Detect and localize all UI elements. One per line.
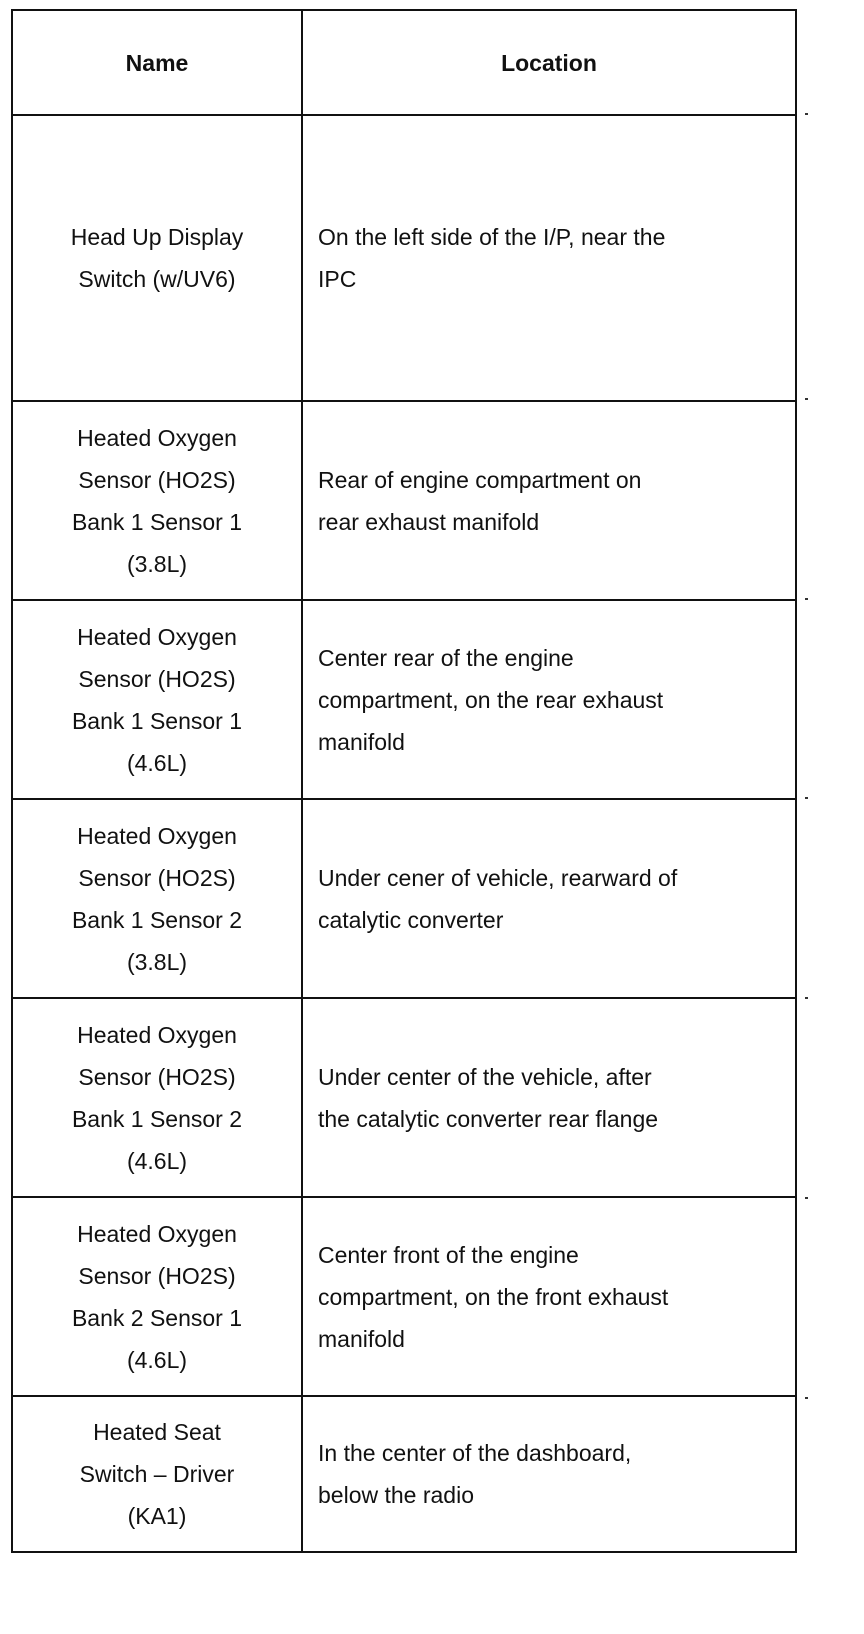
- edge-tick: [805, 113, 808, 115]
- component-name-line: Sensor (HO2S): [78, 466, 236, 493]
- component-location-cell: [302, 1197, 796, 1396]
- component-name-line: Head Up Display: [70, 224, 244, 250]
- component-location-line: Under center of the vehicle, after: [318, 1063, 652, 1090]
- table-row: [12, 600, 796, 799]
- component-location-line: In the center of the dashboard,: [318, 1440, 632, 1466]
- component-name-line: Heated Seat: [93, 1419, 221, 1445]
- table-row: [12, 998, 796, 1197]
- component-name-cell: [12, 1396, 302, 1552]
- component-name-line: Sensor (HO2S): [78, 1063, 236, 1090]
- header-location: Location: [302, 10, 796, 115]
- component-location-line: IPC: [318, 266, 357, 292]
- component-name-line: (KA1): [127, 1503, 187, 1529]
- component-name-line: Sensor (HO2S): [78, 1262, 236, 1289]
- component-name-cell: [12, 115, 302, 401]
- component-name-line: Sensor (HO2S): [78, 665, 236, 692]
- component-name-line: (4.6L): [126, 1147, 188, 1174]
- component-location-cell: [302, 401, 796, 600]
- edge-tick: [805, 398, 808, 400]
- component-name-line: Bank 1 Sensor 2: [71, 906, 243, 933]
- component-name-line: Bank 1 Sensor 2: [71, 1105, 243, 1132]
- component-location-table: [11, 9, 797, 1553]
- table-row: [12, 401, 796, 600]
- component-name-line: (3.8L): [126, 550, 188, 577]
- component-name-line: Heated Oxygen: [77, 424, 237, 451]
- component-name-line: Sensor (HO2S): [78, 864, 236, 891]
- component-name-line: Switch (w/UV6): [78, 266, 236, 292]
- edge-tick: [805, 1197, 808, 1199]
- component-name-line: (3.8L): [126, 948, 188, 975]
- component-location-cell: [302, 998, 796, 1197]
- component-location-cell: [302, 600, 796, 799]
- component-location-line: Under cener of vehicle, rearward of: [318, 864, 678, 891]
- component-location-line: manifold: [318, 728, 405, 755]
- component-name-cell: [12, 998, 302, 1197]
- edge-tick: [805, 1397, 808, 1399]
- component-name-cell: [12, 799, 302, 998]
- component-location-cell: [302, 1396, 796, 1552]
- component-location-line: below the radio: [318, 1482, 474, 1508]
- component-name-line: (4.6L): [126, 749, 188, 776]
- component-location-cell: [302, 799, 796, 998]
- header-name: Name: [12, 10, 302, 115]
- component-location-line: Rear of engine compartment on: [318, 466, 642, 493]
- component-location-line: catalytic converter: [318, 906, 504, 933]
- component-name-line: Switch – Driver: [79, 1461, 235, 1487]
- component-name-line: Heated Oxygen: [77, 1220, 237, 1247]
- component-name-cell: [12, 1197, 302, 1396]
- component-location-line: Center rear of the engine: [318, 644, 574, 671]
- component-name-line: Heated Oxygen: [77, 822, 237, 849]
- component-name-line: Heated Oxygen: [77, 1021, 237, 1048]
- component-location-line: the catalytic converter rear flange: [318, 1105, 659, 1132]
- component-location-cell: [302, 115, 796, 401]
- table-row: [12, 1396, 796, 1552]
- table-row: [12, 799, 796, 998]
- component-location-line: manifold: [318, 1325, 405, 1352]
- component-location-line: rear exhaust manifold: [318, 508, 540, 535]
- component-name-line: Heated Oxygen: [77, 623, 237, 650]
- edge-tick: [805, 797, 808, 799]
- component-name-cell: [12, 401, 302, 600]
- table-header-row: [12, 10, 796, 115]
- component-name-cell: [12, 600, 302, 799]
- table-row: [12, 1197, 796, 1396]
- component-location-line: Center front of the engine: [318, 1241, 579, 1268]
- component-name-line: (4.6L): [126, 1346, 188, 1373]
- component-name-line: Bank 1 Sensor 1: [71, 707, 243, 734]
- component-location-line: compartment, on the rear exhaust: [318, 686, 664, 713]
- edge-tick: [805, 997, 808, 999]
- component-name-line: Bank 1 Sensor 1: [71, 508, 243, 535]
- component-name-line: Bank 2 Sensor 1: [71, 1304, 243, 1331]
- table-row: [12, 115, 796, 401]
- edge-tick: [805, 598, 808, 600]
- component-location-line: On the left side of the I/P, near the: [318, 224, 666, 250]
- component-location-line: compartment, on the front exhaust: [318, 1283, 669, 1310]
